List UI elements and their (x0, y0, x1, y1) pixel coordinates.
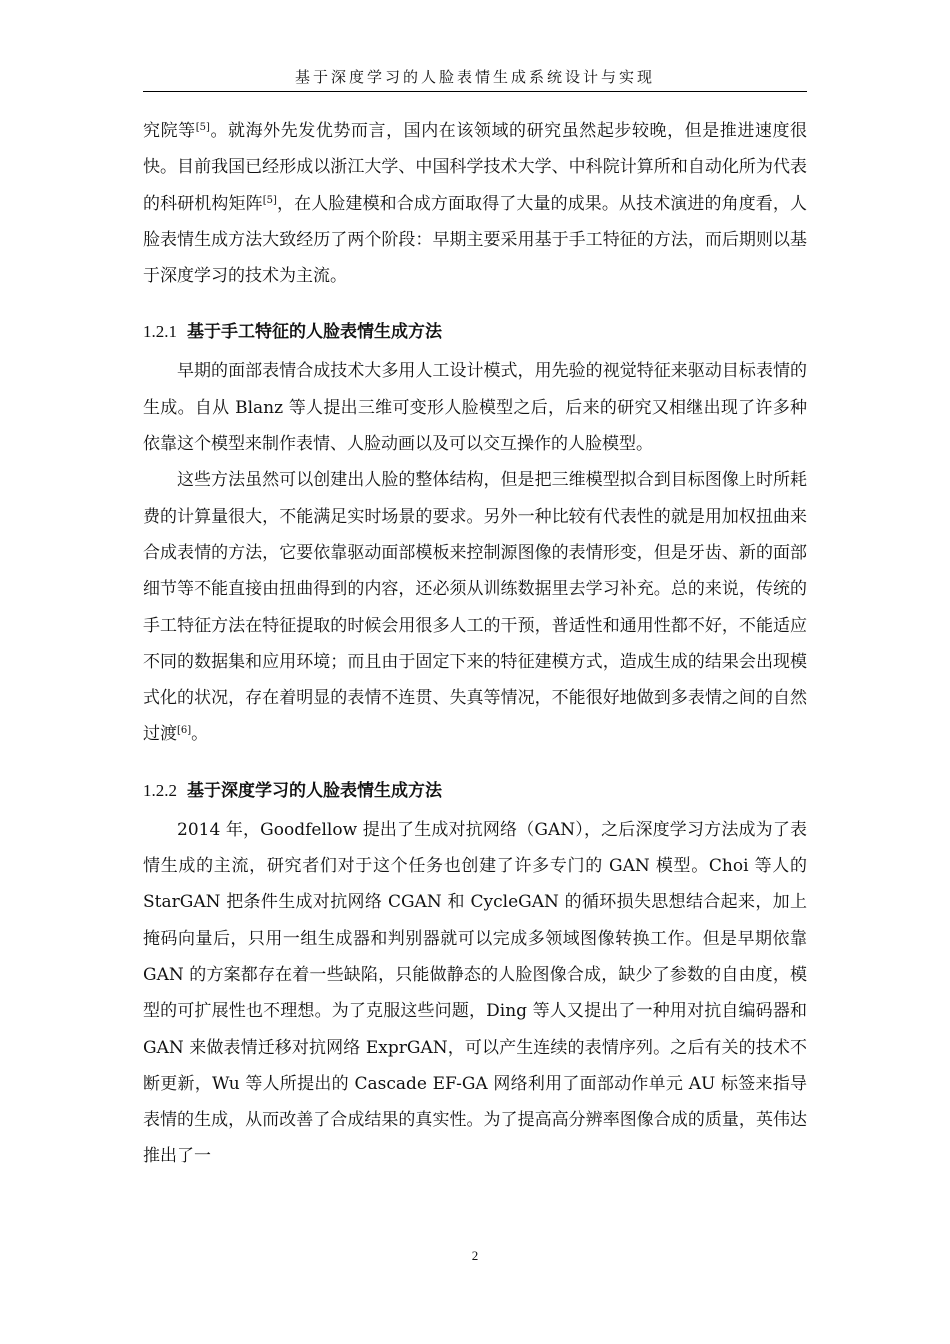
intro-paragraph (143, 113, 807, 294)
section-title: 基于手工特征的人脸表情生成方法 (187, 322, 442, 343)
text-run: 这些方法虽然可以创建出人脸的整体结构，但是把三维模型拟合到目标图像上时所耗费的计算量很大，不能满足实时场景的要求。另外一种比较有代表性的就是用加权扭曲来合成表情的方法，它要依靠驱动面部模板来控制源图像的表情形变，但是牙齿、新的面部细节等不能直接由扭曲得到的内容，还必须从训练数据里去学习补充。总的来说，传统的手工特征方法在特征提取的时候会用很多人工的干预，普适性和通用性都不好，不能适应不同的数据集和应用环境；而且由于固定下来的特征建模方式，造成生成的结果会出现模式化的状况，存在着明显的表情不连贯、失真等情况，不能很好地做到多表情之间的自然过渡 (143, 470, 807, 745)
paragraph: 2014 年，Goodfellow 提出了生成对抗网络（GAN），之后深度学习方法成为了表情生成的主流，研究者们对于这个任务也创建了许多专门的 GAN 模型。Choi 等人的 StarGAN 把条件生成对抗网络 CGAN 和 CycleGAN 的循环损失思想结合起来，加上掩码向量后，只用一组生成器和判别器就可以完成多领域图像转换工作。但是早期依靠 GAN 的方案都存在着一些缺陷，只能做静态的人脸图像合成，缺少了参数的自由度，模型的可扩展性也不理想。为了克服这些问题，Ding 等人又提出了一种用对抗自编码器和 GAN 来做表情迁移对抗网络 ExprGAN，可以产生连续的表情序列。之后有关的技术不断更新，Wu 等人所提出的 Cascade EF-GA 网络利用了面部动作单元 AU 标签来指导表情的生成，从而改善了合成结果的真实性。为了提高高分辨率图像合成的质量，英伟达推出了一 (143, 819, 807, 1167)
running-header: 基于深度学习的人脸表情生成系统设计与实现 (294, 68, 655, 86)
section-number: 1.2.1 (143, 322, 177, 342)
citation: [5] (262, 194, 277, 206)
section-title: 基于深度学习的人脸表情生成方法 (187, 780, 442, 801)
citation: [6] (177, 725, 192, 737)
paragraph (143, 462, 807, 752)
body-text (143, 113, 807, 1175)
paragraph: 早期的面部表情合成技术大多用人工设计模式，用先验的视觉特征来驱动目标表情的生成。自从 Blanz 等人提出三维可变形人脸模型之后，后来的研究又相继出现了许多种依靠这个模型来制作表情、人脸动画以及可以交互操作的人脸模型。 (143, 361, 807, 455)
citation: [5] (195, 122, 210, 133)
text-run: ，在人脸建模和合成方面取得了大量的成果。从技术演进的角度看，人脸表情生成方法大致经历了两个阶段：早期主要采用基于手工特征的方法，而后期则以基于深度学习的技术为主流。 (143, 193, 808, 287)
header-rule (143, 91, 807, 92)
text-run: 。 (191, 724, 209, 745)
text-run: 究院等 (143, 121, 196, 141)
section-heading (143, 314, 807, 350)
text-run: 。就海外先发优势而言，国内在该领域的研究虽然起步较晚，但是推进速度很快。目前我国已经形成以浙江大学、中国科学技术大学、中科院计算所和自动化所为代表的科研机构矩阵 (143, 121, 808, 214)
section-number: 1.2.2 (143, 780, 177, 800)
page-number: 2 (471, 1248, 479, 1263)
section-heading (143, 773, 807, 809)
